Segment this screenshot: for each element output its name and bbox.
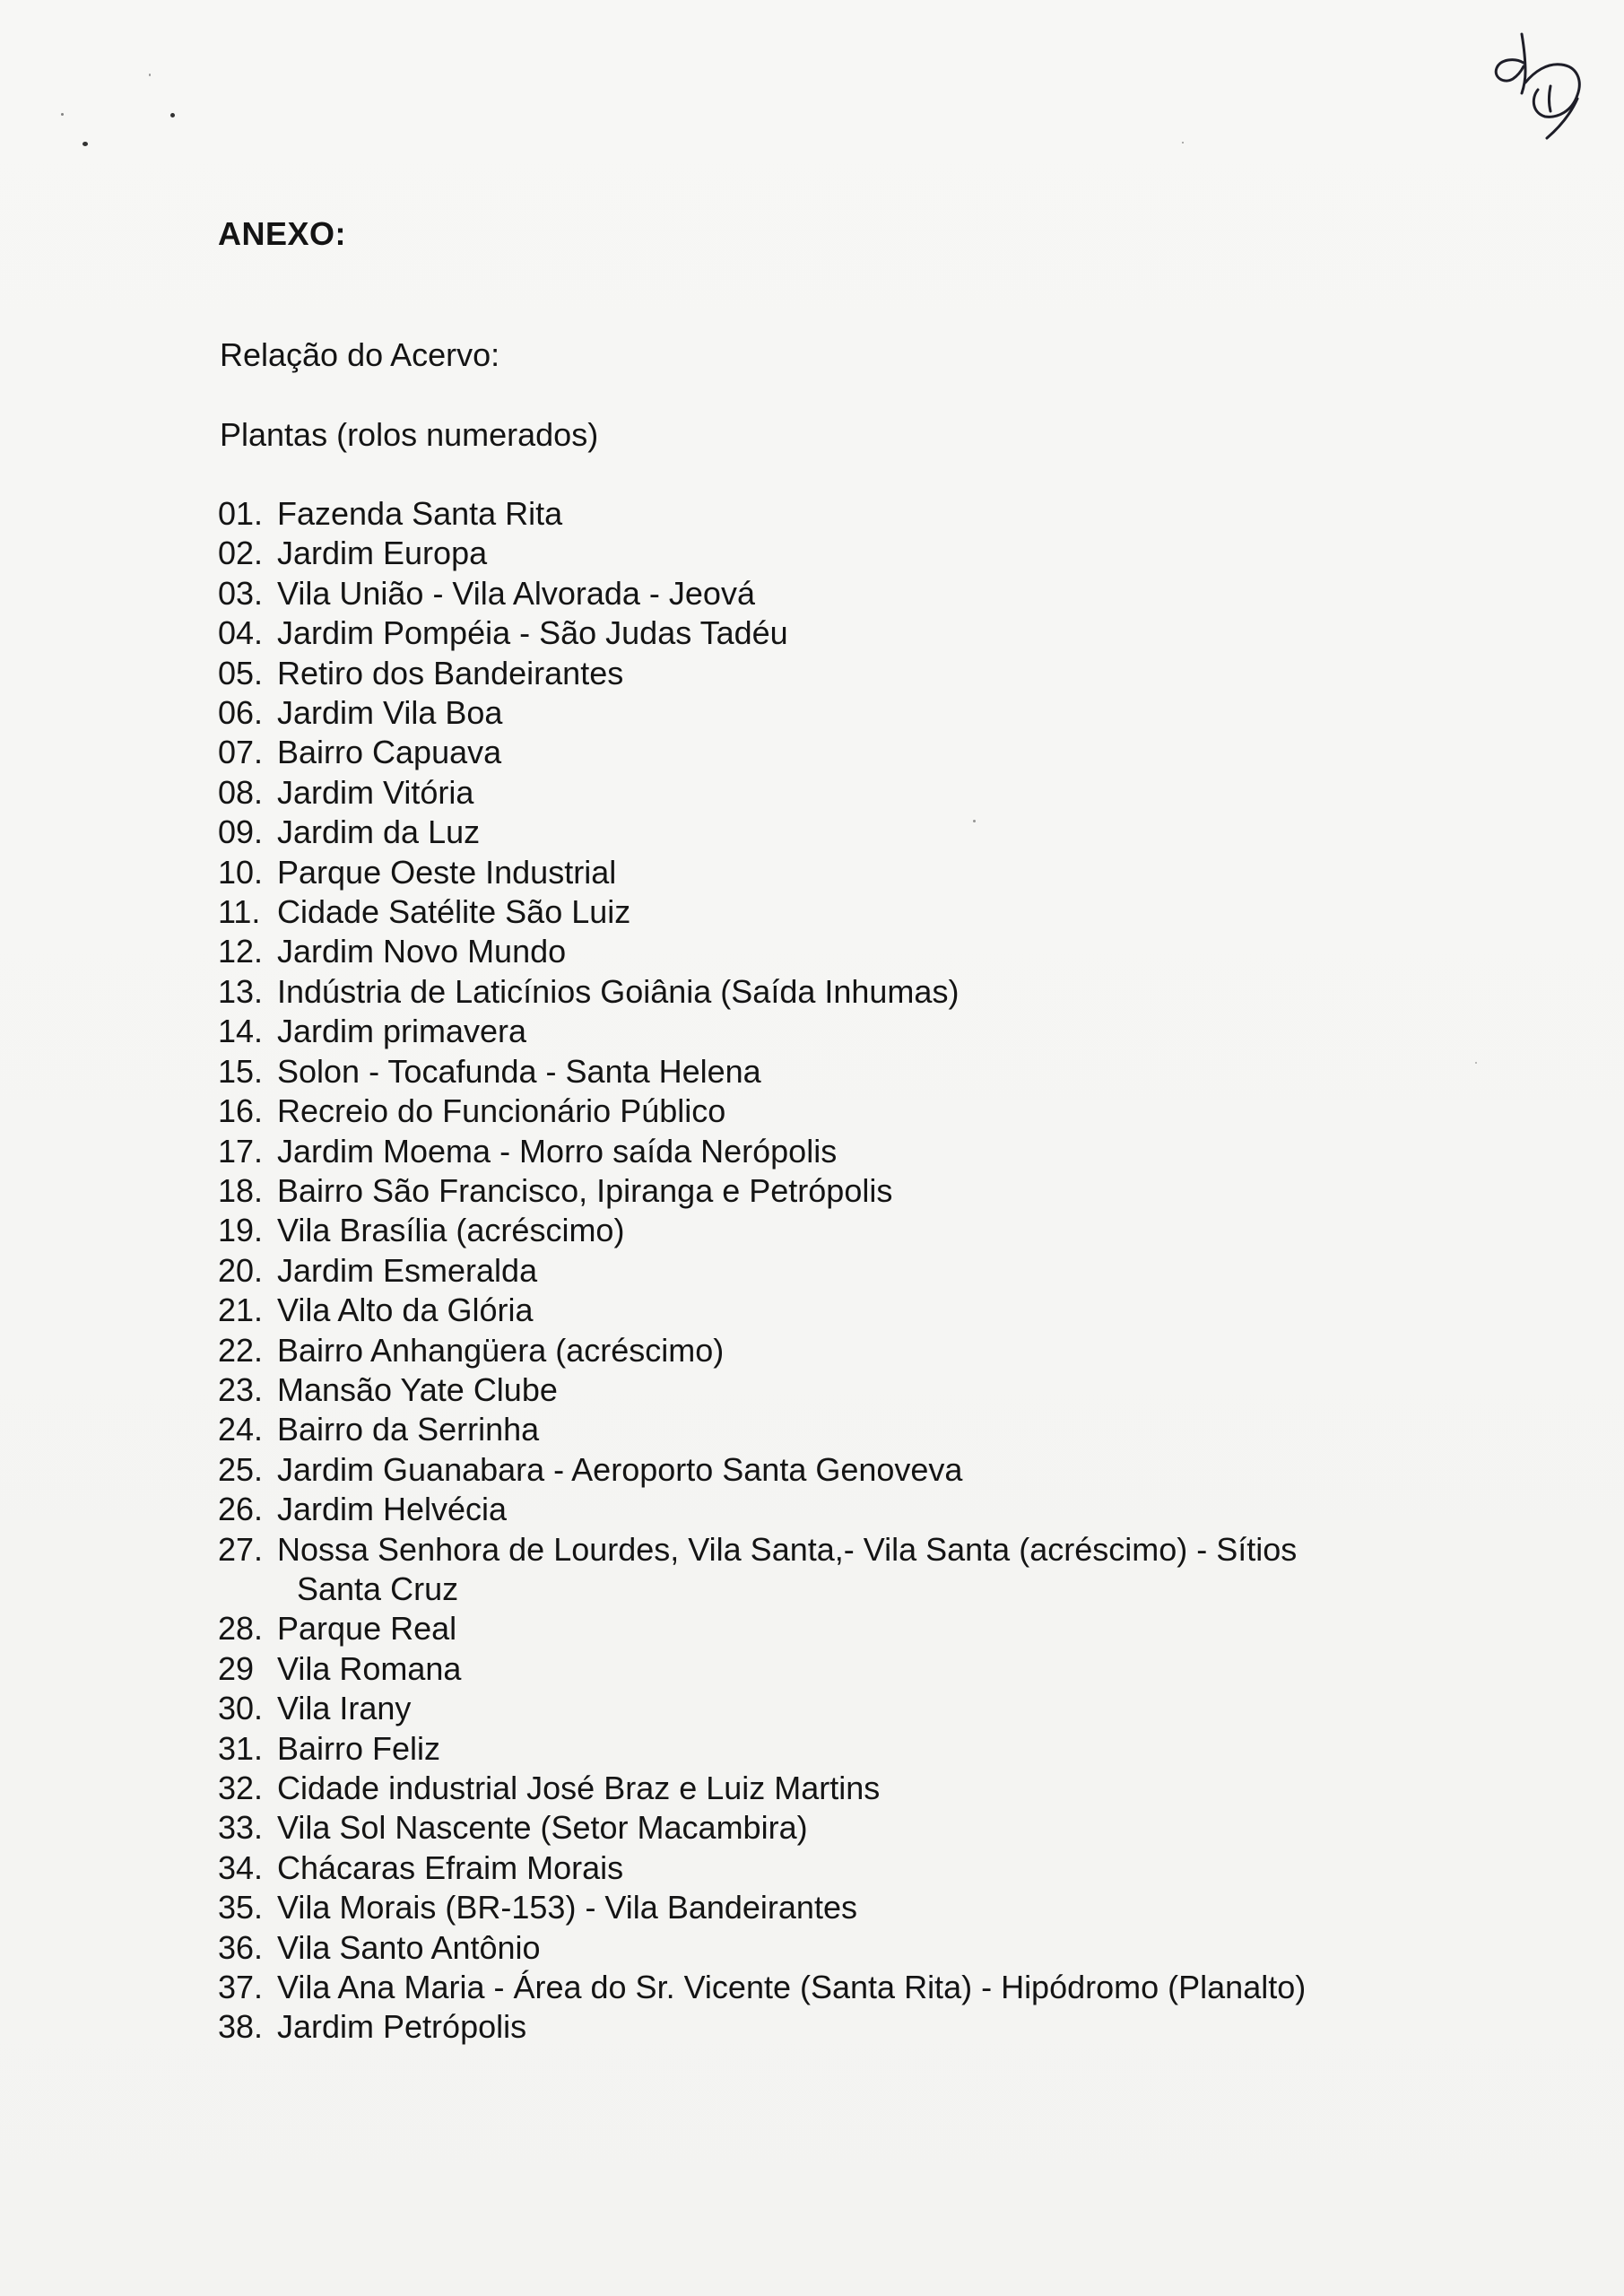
- list-item-number: 05.: [218, 654, 264, 691]
- list-item: [218, 1729, 1402, 1769]
- list-item: [218, 654, 1402, 693]
- list-item: [218, 2007, 1402, 2047]
- list-item: [218, 1490, 1402, 1529]
- list-item: [218, 1848, 1402, 1888]
- list-item-text: Vila Santo Antônio: [277, 1928, 541, 1966]
- scan-speck: [1475, 1062, 1477, 1064]
- list-item-text: Jardim Helvécia: [277, 1491, 508, 1528]
- list-item: [218, 1091, 1402, 1131]
- list-item-text: Vila Morais (BR-153) - Vila Bandeirantes: [277, 1889, 857, 1926]
- list-item-number: 23.: [218, 1370, 264, 1408]
- list-item-number: 12.: [218, 933, 264, 970]
- list-item-number: 24.: [218, 1411, 264, 1448]
- list-item: [218, 534, 1402, 573]
- list-item-text: Bairro Capuava: [277, 734, 502, 771]
- list-item: [218, 813, 1402, 852]
- list-item: [218, 853, 1402, 892]
- list-item: [218, 1808, 1402, 1848]
- list-item-number: 21.: [218, 1292, 264, 1329]
- list-item-text: Jardim Novo Mundo: [277, 933, 567, 970]
- list-item: [218, 1370, 1402, 1410]
- list-item: [218, 1689, 1402, 1728]
- list-item-number: 06.: [218, 694, 264, 732]
- list-item-text: Jardim Petrópolis: [277, 2008, 527, 2046]
- list-item-number: 03.: [218, 574, 264, 612]
- scan-speck: [61, 113, 64, 116]
- list-item-text: Cidade Satélite São Luiz: [277, 893, 631, 931]
- list-item-number: 16.: [218, 1092, 264, 1130]
- list-item: [218, 733, 1402, 772]
- scan-speck: [149, 74, 151, 76]
- list-item: [218, 1331, 1402, 1370]
- list-item-text: Parque Real: [277, 1610, 457, 1648]
- list-item-number: 30.: [218, 1690, 264, 1727]
- list-item-number: 31.: [218, 1729, 264, 1767]
- list-item-number: 38.: [218, 2008, 264, 2046]
- list-item: [218, 1251, 1402, 1291]
- list-item-text: Solon - Tocafunda - Santa Helena: [277, 1052, 761, 1090]
- list-item: [218, 1530, 1402, 1610]
- list-item-text: Bairro Feliz: [277, 1729, 441, 1767]
- list-item: [218, 1410, 1402, 1449]
- list-item: [218, 1968, 1402, 2007]
- list-item: [218, 574, 1402, 613]
- list-item-number: 27.: [218, 1530, 264, 1568]
- list-item-text: Parque Oeste Industrial: [277, 853, 617, 891]
- list-item-text: Vila Romana: [277, 1649, 462, 1687]
- list-item-number: 01.: [218, 495, 264, 532]
- list-item-text: Vila Alto da Glória: [277, 1292, 534, 1329]
- list-item-number: 15.: [218, 1052, 264, 1090]
- list-item-text: Bairro Anhangüera (acréscimo): [277, 1331, 725, 1369]
- list-item-text: Bairro São Francisco, Ipiranga e Petrópolis: [277, 1171, 893, 1209]
- list-item-number: 02.: [218, 535, 264, 572]
- list-item: [218, 1171, 1402, 1211]
- list-item: [218, 494, 1402, 534]
- list-item-text: Bairro da Serrinha: [277, 1411, 540, 1448]
- list-item: [218, 1291, 1402, 1330]
- list-item-text: Jardim da Luz: [277, 813, 481, 851]
- list-item: [218, 932, 1402, 971]
- list-item-text: Chácaras Efraim Morais: [277, 1848, 624, 1886]
- list-item-text: Jardim Pompéia - São Judas Tadéu: [277, 614, 788, 652]
- list-item-text: Jardim primavera: [277, 1013, 527, 1050]
- scan-speck: [83, 142, 88, 146]
- list-item: [218, 693, 1402, 733]
- list-item-number: 14.: [218, 1013, 264, 1050]
- list-item-text: Cidade industrial José Braz e Luiz Martins: [277, 1770, 881, 1806]
- list-item-number: 20.: [218, 1251, 264, 1289]
- list-item: [218, 1132, 1402, 1171]
- collection-list-title: Relação do Acervo:: [220, 336, 500, 373]
- list-item: [218, 1928, 1402, 1968]
- list-item: [218, 613, 1402, 653]
- list-item-text: Jardim Vila Boa: [277, 694, 503, 732]
- list-item-text: Retiro dos Bandeirantes: [277, 654, 624, 691]
- list-item-number: 26.: [218, 1491, 264, 1528]
- list-item-number: 11.: [218, 893, 261, 931]
- list-item-number: 36.: [218, 1928, 264, 1966]
- list-item-number: 07.: [218, 734, 264, 771]
- list-item-text: Indústria de Laticínios Goiânia (Saída Inhumas): [277, 972, 960, 1010]
- list-item: [218, 1609, 1402, 1648]
- list-item-number: 19.: [218, 1212, 264, 1249]
- list-item-number: 25.: [218, 1450, 264, 1488]
- list-item-text: Jardim Vitória: [277, 773, 474, 811]
- list-item-text: Vila Irany: [277, 1690, 412, 1727]
- handwritten-page-number: [1484, 27, 1592, 161]
- list-item-number: 13.: [218, 972, 264, 1010]
- list-item-text: Vila Ana Maria - Área do Sr. Vicente (Santa Rita) - Hipódromo (Planalto): [277, 1969, 1307, 2006]
- list-item: [218, 1450, 1402, 1490]
- scan-speck: [1182, 142, 1184, 144]
- list-item-number: 22.: [218, 1331, 264, 1369]
- list-item-text: Jardim Esmeralda: [277, 1251, 538, 1289]
- list-item: [218, 892, 1402, 932]
- list-item-number: 29: [218, 1649, 255, 1687]
- list-item-text: Jardim Moema - Morro saída Nerópolis: [277, 1132, 838, 1170]
- list-item-text: Jardim Europa: [277, 535, 488, 572]
- list-item: [218, 1649, 1402, 1689]
- list-item: [218, 773, 1402, 813]
- list-item-number: 28.: [218, 1610, 264, 1648]
- list-item-number: 34.: [218, 1848, 264, 1886]
- list-item-text: Jardim Guanabara - Aeroporto Santa Genoveva: [277, 1450, 963, 1488]
- plans-section-title: Plantas (rolos numerados): [220, 416, 599, 453]
- list-item-number: 17.: [218, 1132, 264, 1170]
- list-item: [218, 1052, 1402, 1091]
- list-item-number: 35.: [218, 1889, 264, 1926]
- list-item: [218, 972, 1402, 1012]
- list-item-number: 04.: [218, 614, 264, 652]
- list-item-text: Fazenda Santa Rita: [277, 495, 563, 532]
- list-item-number: 37.: [218, 1969, 264, 2006]
- list-item-number: 09.: [218, 813, 264, 851]
- list-item: [218, 1211, 1402, 1250]
- plan-list: [218, 494, 1402, 2048]
- list-item-number: 18.: [218, 1171, 264, 1209]
- list-item-number: 33.: [218, 1809, 264, 1847]
- list-item-text: Vila Brasília (acréscimo): [277, 1212, 625, 1249]
- list-item-text: Vila União - Vila Alvorada - Jeová: [277, 574, 755, 612]
- list-item: [218, 1769, 1402, 1808]
- list-item: [218, 1012, 1402, 1051]
- list-item-number: 10.: [218, 853, 264, 891]
- list-item: [218, 1888, 1402, 1927]
- scan-speck: [170, 113, 175, 117]
- list-item-text: Recreio do Funcionário Público: [277, 1092, 726, 1130]
- list-item-text: Nossa Senhora de Lourdes, Vila Santa,- Vila Santa (acréscimo) - Sítios Santa Cruz: [277, 1530, 1298, 1607]
- list-item-text: Vila Sol Nascente (Setor Macambira): [277, 1809, 808, 1847]
- annex-heading: ANEXO:: [218, 215, 347, 252]
- list-item-number: 08.: [218, 773, 264, 811]
- list-item-text: Mansão Yate Clube: [277, 1370, 558, 1408]
- list-item-number: 32.: [218, 1770, 264, 1806]
